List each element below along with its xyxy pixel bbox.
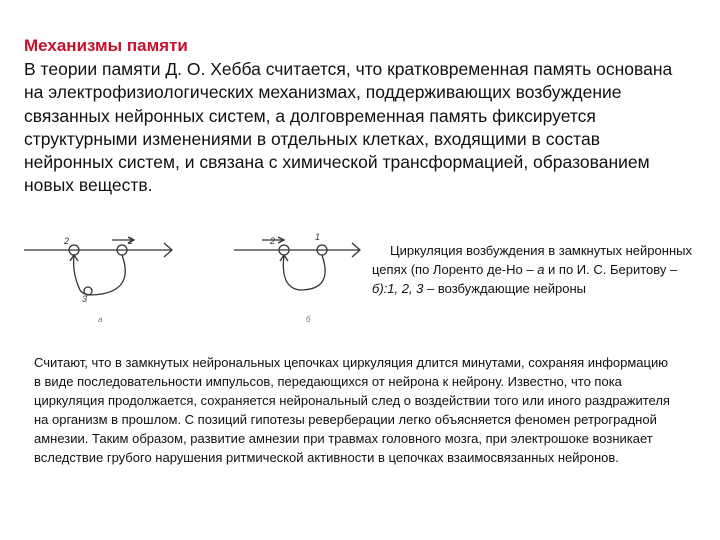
diagram-a	[24, 237, 172, 295]
caption-text-2: и по И. С. Беритову –	[544, 262, 678, 277]
diagram-b-label-2: 2	[270, 236, 276, 246]
figure-caption	[372, 241, 702, 298]
bottom-paragraph: Считают, что в замкнутых нейрональных цепочках циркуляция длится минутами, сохраняя информацию в виде последовательности импульсов, передающихся от нейрона к нейрону. Известно, что пока циркуляция продолжается, сохраняется нейрональный след о воздействии того или иного раздражителя на организм в прошлом. С позиций гипотезы реверберации легко объясняется феномен ретроградной амнезии. Таким образом, развитие амнезии при травмах головного мозга, при электрошоке возникает вследствие грубого нарушения ритмической активности в цепочках взаимосвязанных нейронов.	[34, 355, 670, 465]
diagram-b	[234, 237, 360, 290]
diagram-a-label-2: 2	[64, 236, 70, 246]
slide-title: Механизмы памяти	[24, 36, 188, 55]
diagram-a-label-1: 1	[128, 236, 134, 246]
diagram-b-label-1: 1	[315, 232, 321, 242]
caption-mark-b: б):1, 2, 3	[372, 281, 424, 296]
neural-circuit-diagrams	[22, 228, 362, 338]
diagram-a-feedback-loop	[80, 255, 125, 295]
main-paragraph: В теории памяти Д. О. Хебба считается, что кратковременная память основана на электрофизиологических механизмах, поддерживающих возбуждение связанных нейронных систем, а долговременная память фиксируется структурными изменениями в отдельных клетках, входящими в состав нейронных систем, и связана с химической трансформацией, образованием новых веществ.	[24, 59, 673, 196]
caption-mark-a: а	[537, 262, 545, 277]
diagram-b-letter: б	[306, 315, 311, 324]
caption-text-3: – возбуждающие нейроны	[423, 281, 587, 296]
diagram-a-label-3: 3	[82, 294, 88, 304]
diagram-a-letter: а	[98, 315, 103, 324]
diagram-b-feedback-loop	[283, 255, 325, 290]
caption-text-1: Циркуляция возбуждения в замкнутых нейронных цепях (по Лоренто де-Но –	[372, 243, 692, 277]
